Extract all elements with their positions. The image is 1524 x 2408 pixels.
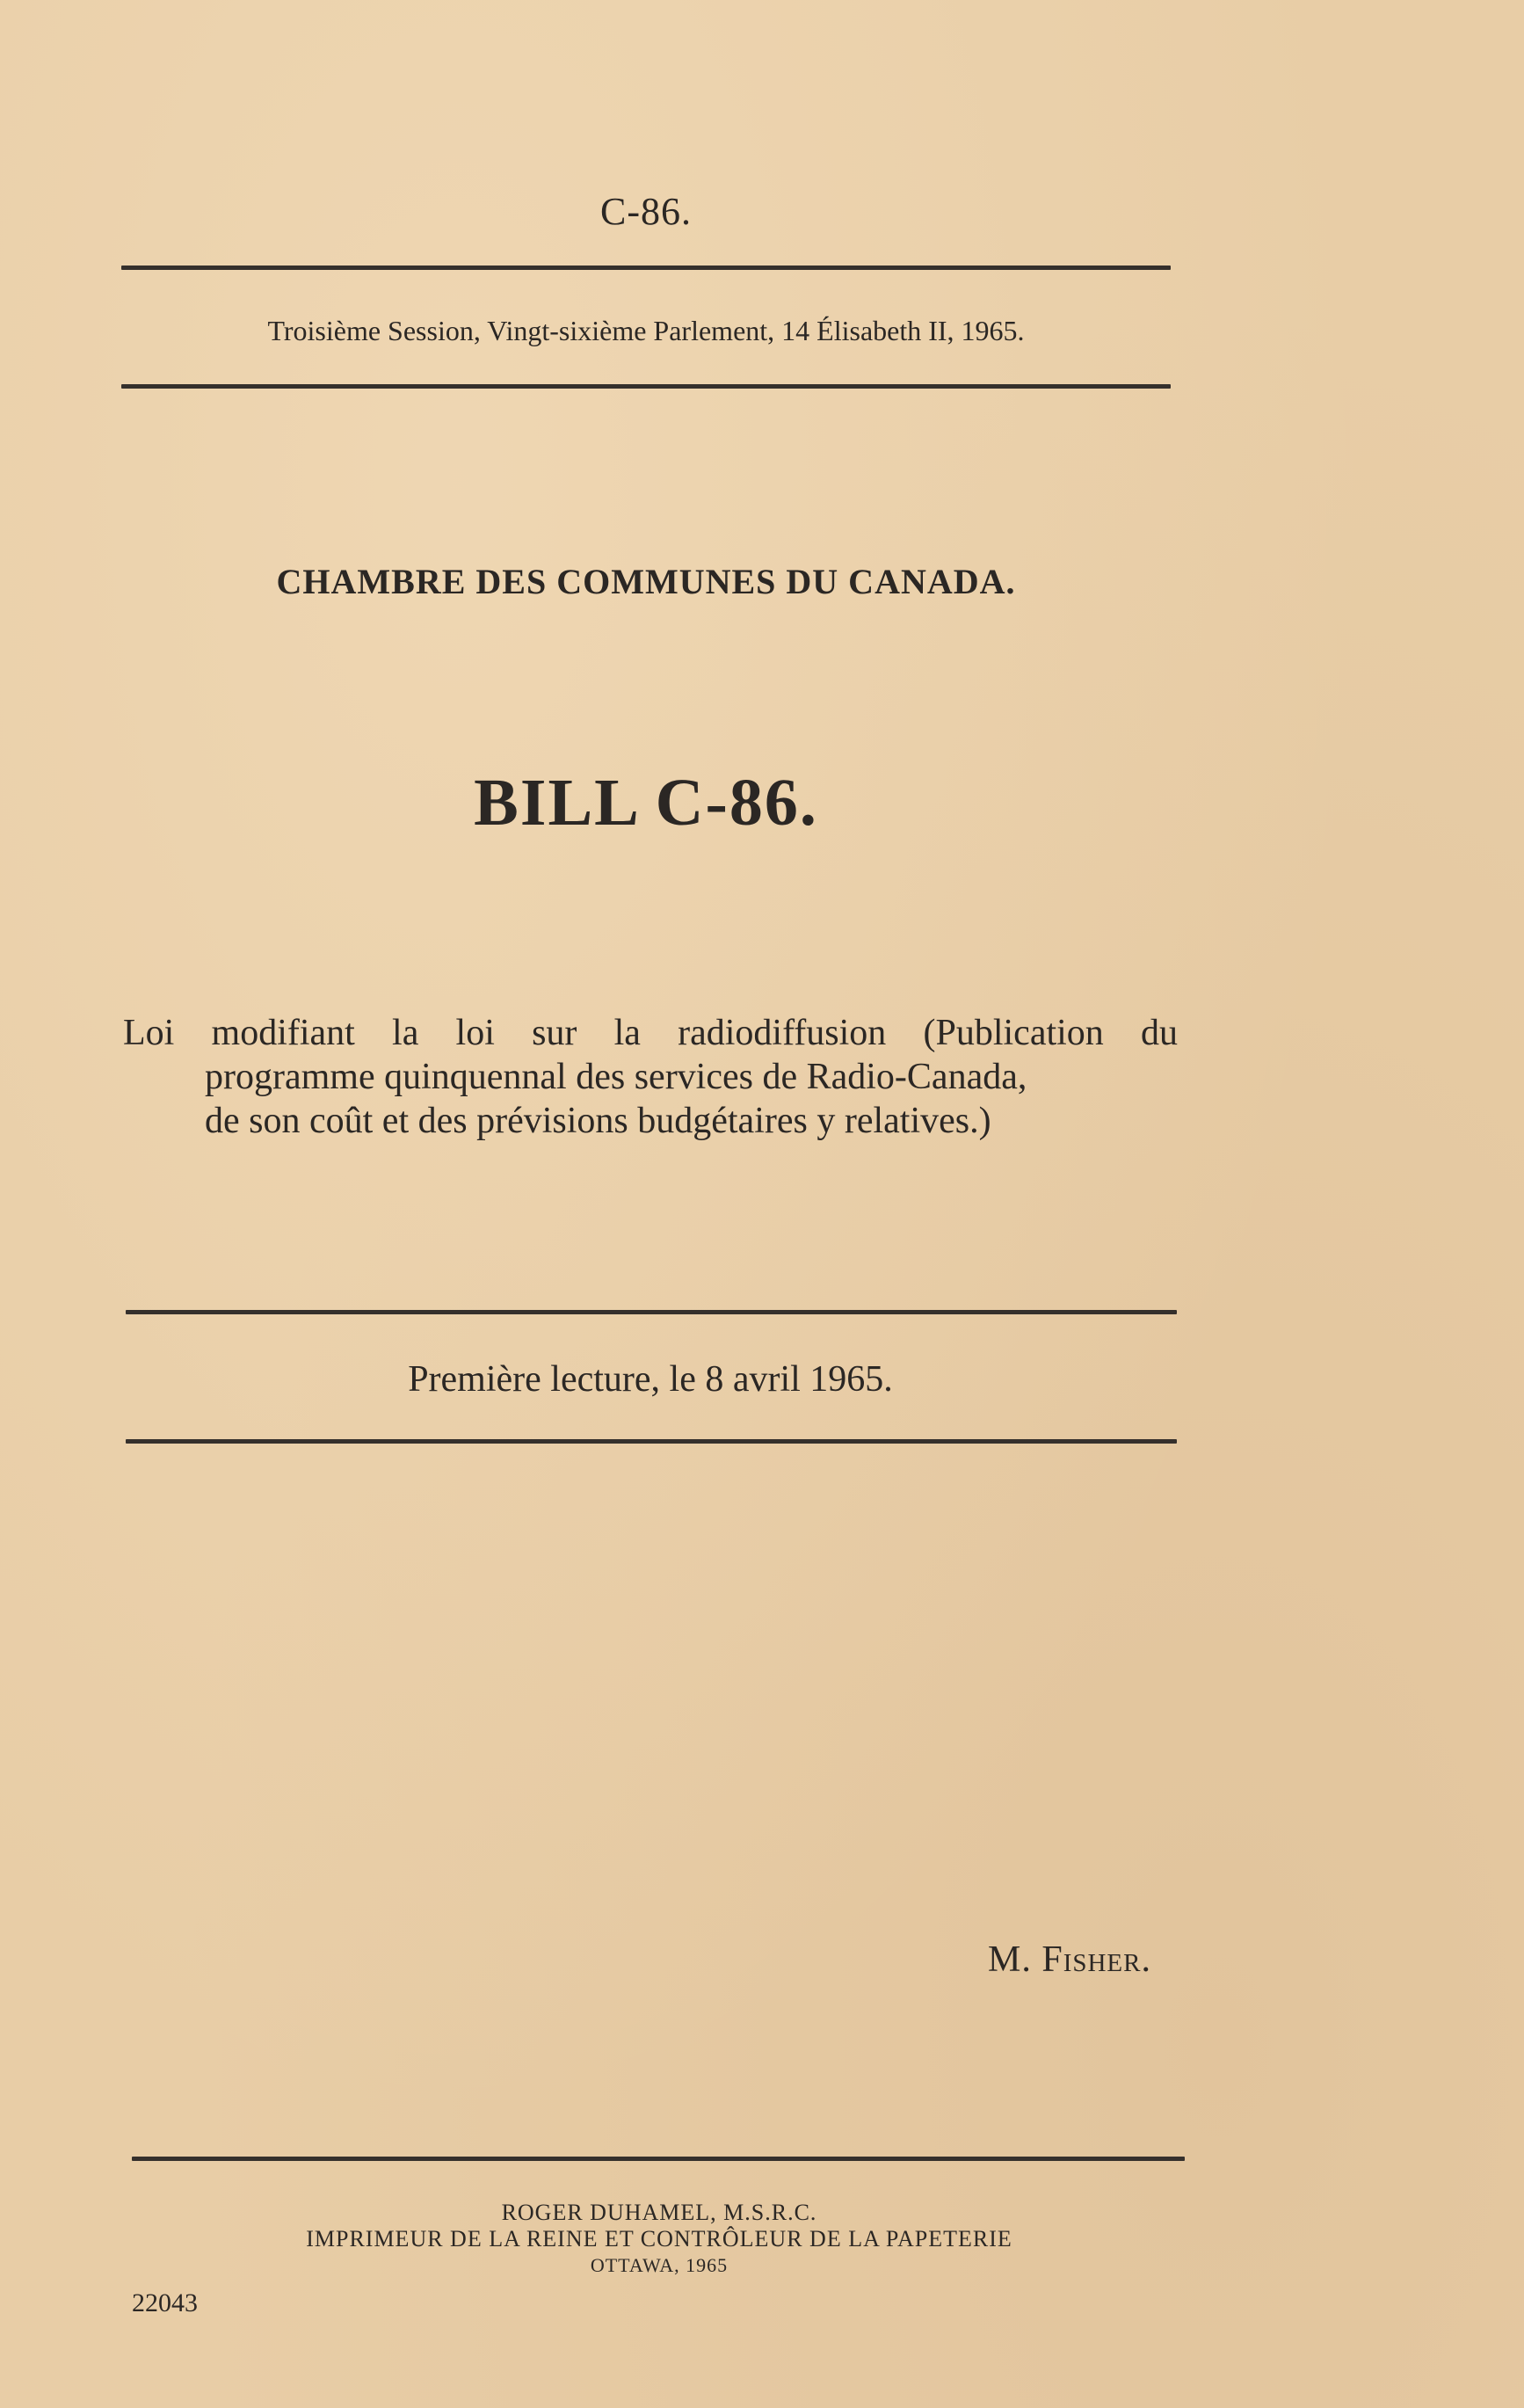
bill-number-header: C-86. <box>600 190 692 233</box>
printer-place: OTTAWA, 1965 <box>590 2254 729 2276</box>
first-reading-line: Première lecture, le 8 avril 1965. <box>408 1359 893 1400</box>
description-line-3: de son coût et des prévisions budgétaires y relatives.) <box>205 1101 991 1141</box>
bill-title: BILL C-86. <box>474 766 818 840</box>
document-code: 22043 <box>132 2288 198 2317</box>
printer-rule <box>132 2157 1185 2161</box>
reading-bottom-rule <box>126 1439 1177 1444</box>
printer-imprint <box>132 2200 1187 2279</box>
house-name: CHAMBRE DES COMMUNES DU CANADA. <box>276 562 1016 601</box>
printer-name: ROGER DUHAMEL, M.S.R.C. <box>501 2200 817 2225</box>
sponsor-name <box>879 1939 1151 1981</box>
printer-role: IMPRIMEUR DE LA REINE ET CONTRÔLEUR DE LA PAPETERIE <box>306 2226 1012 2252</box>
description-line-1: Loi modifiant la loi sur la radiodiffusion (Publication du <box>123 1013 1178 1053</box>
session-rule <box>121 384 1171 389</box>
session-line: Troisième Session, Vingt-sixième Parlement, 14 Élisabeth II, 1965. <box>267 315 1025 346</box>
description-line-2: programme quinquennal des services de Radio-Canada, <box>205 1057 1027 1097</box>
bill-description <box>123 1011 1178 1143</box>
top-rule <box>121 266 1171 270</box>
sponsor-prefix: M. <box>987 1939 1032 1980</box>
sponsor-surname: Fisher. <box>1041 1939 1151 1980</box>
reading-top-rule <box>126 1310 1177 1314</box>
